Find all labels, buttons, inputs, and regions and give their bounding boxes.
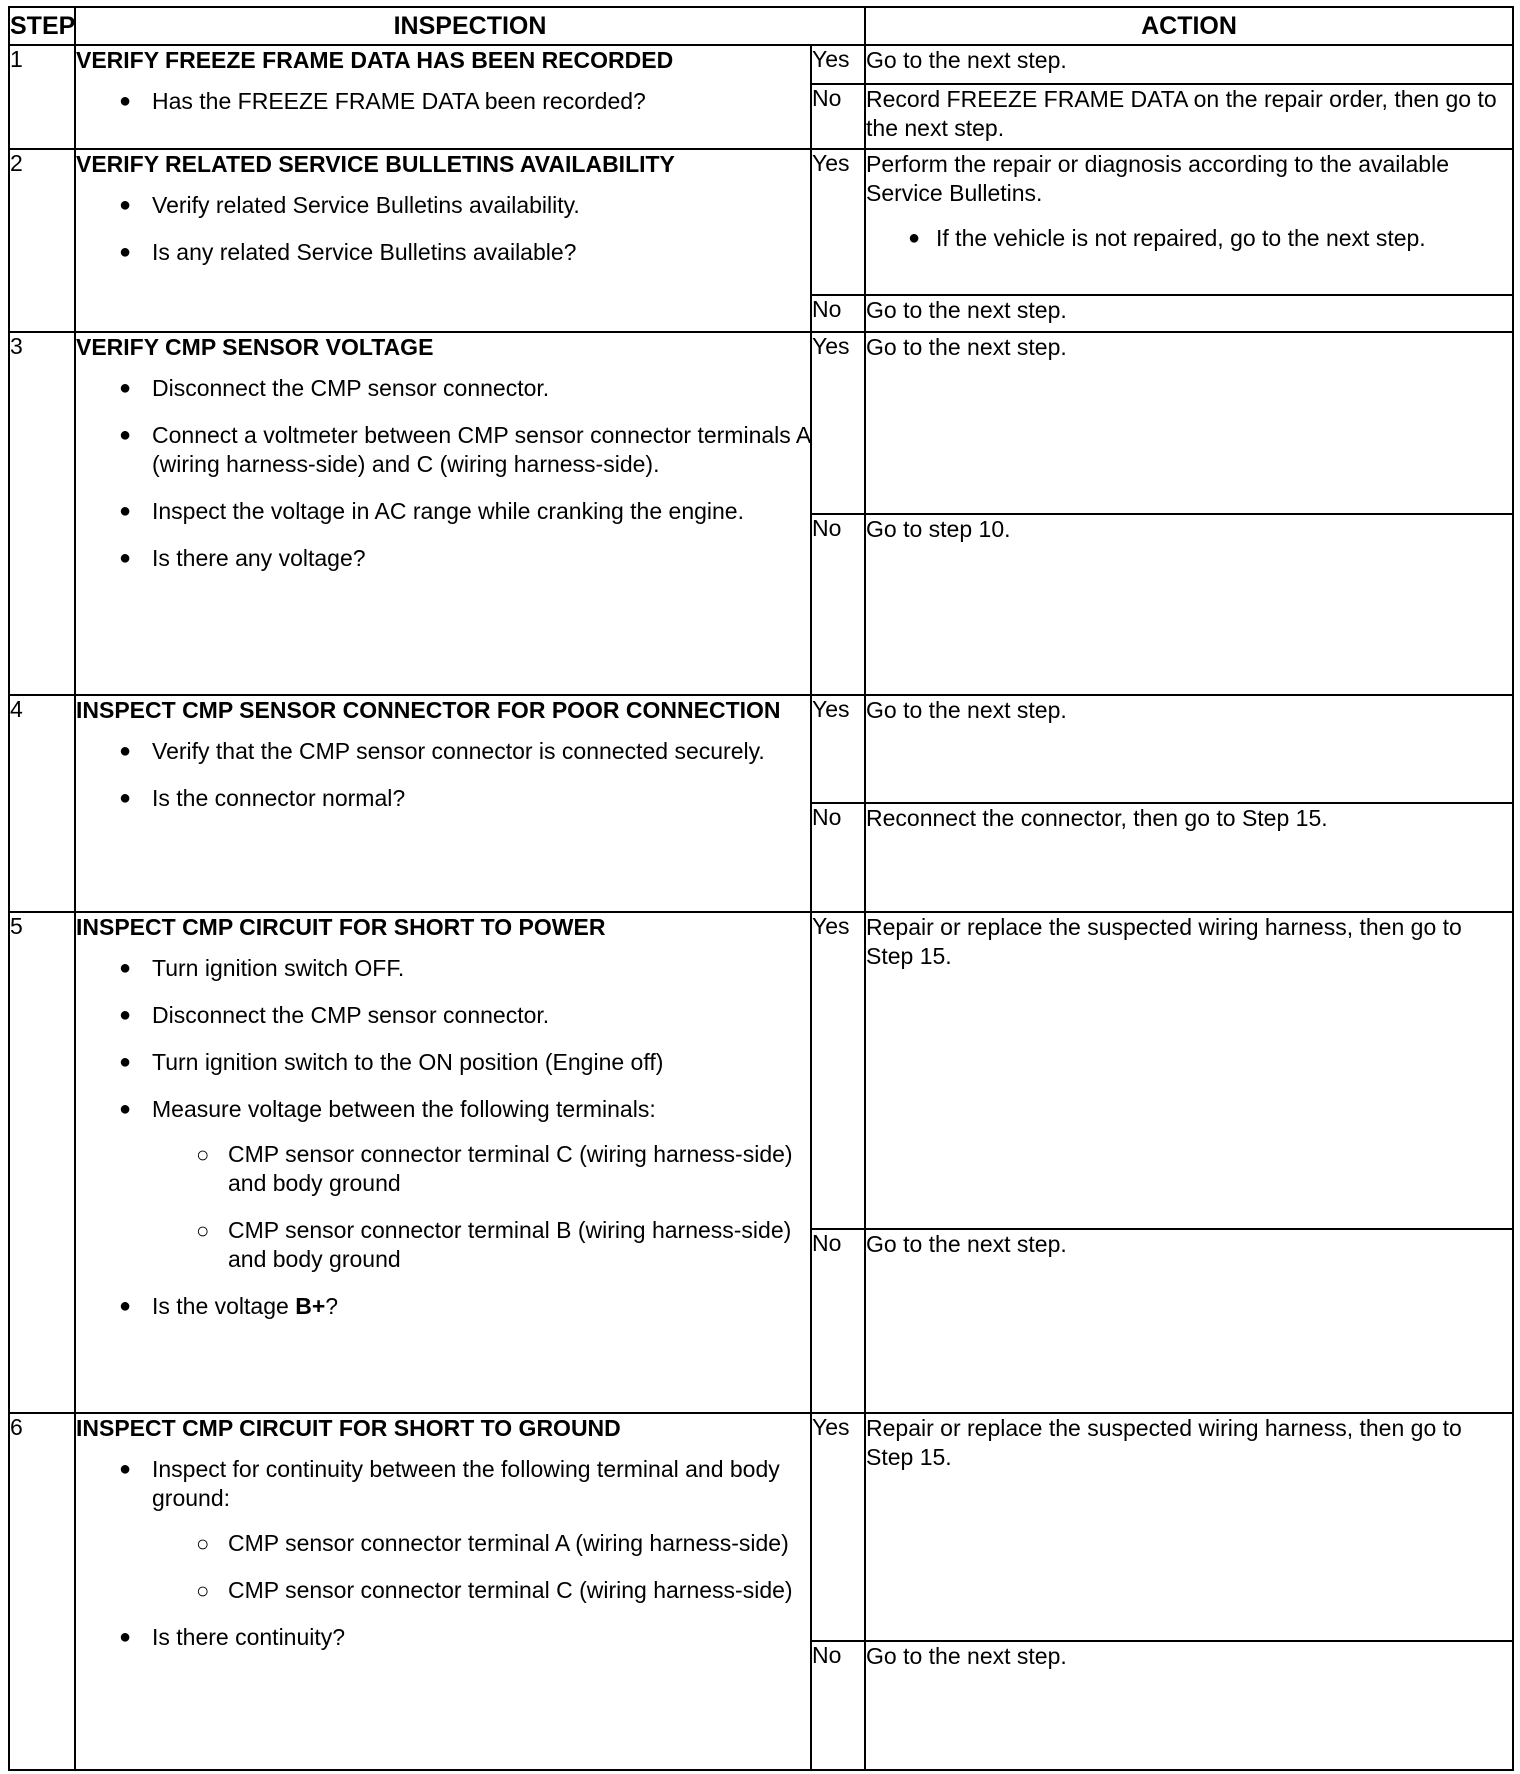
inspection-sub-bullet: ○ CMP sensor connector terminal C (wiring harness-side) and body ground bbox=[152, 1140, 810, 1198]
inspection-title: VERIFY RELATED SERVICE BULLETINS AVAILABILITY bbox=[76, 151, 675, 178]
inspection-cell bbox=[75, 149, 811, 332]
yes-label: Yes bbox=[811, 332, 865, 513]
table-row-step-2 bbox=[9, 149, 1513, 294]
yes-action: Repair or replace the suspected wiring harness, then go to Step 15. bbox=[865, 1413, 1513, 1641]
no-action: Go to step 10. bbox=[865, 514, 1513, 695]
no-action: Record FREEZE FRAME DATA on the repair order, then go to the next step. bbox=[865, 84, 1513, 149]
inspection-sub-bullet: ○ CMP sensor connector terminal A (wiring harness-side) bbox=[152, 1529, 810, 1558]
inspection-sub-bullet: ○ CMP sensor connector terminal B (wiring harness-side) and body ground bbox=[152, 1216, 810, 1274]
inspection-bullet: ● Inspect the voltage in AC range while cranking the engine. bbox=[76, 497, 810, 526]
inspection-bullet bbox=[76, 1292, 810, 1321]
inspection-bullet-text: Inspect for continuity between the following terminal and body ground: bbox=[152, 1455, 780, 1511]
inspection-bullets bbox=[76, 1455, 810, 1652]
inspection-bullet: ● Verify related Service Bulletins availability. bbox=[76, 191, 810, 220]
inspection-bullet: ● Turn ignition switch OFF. bbox=[76, 954, 810, 983]
inspection-bullet: ● Disconnect the CMP sensor connector. bbox=[76, 1001, 810, 1030]
inspection-bullets bbox=[76, 191, 810, 267]
inspection-bullet: ● Is any related Service Bulletins available? bbox=[76, 238, 810, 267]
action-bullets bbox=[866, 224, 1512, 253]
yes-action: Go to the next step. bbox=[865, 332, 1513, 513]
step-number: 1 bbox=[9, 45, 75, 149]
inspection-cell bbox=[75, 45, 811, 149]
yes-action: Go to the next step. bbox=[865, 45, 1513, 84]
no-action: Go to the next step. bbox=[865, 1229, 1513, 1413]
inspection-title: INSPECT CMP CIRCUIT FOR SHORT TO POWER bbox=[76, 913, 606, 940]
inspection-bullet bbox=[76, 1455, 810, 1605]
bullet-text-bold: B+ bbox=[295, 1292, 326, 1319]
inspection-title: VERIFY FREEZE FRAME DATA HAS BEEN RECORDED bbox=[76, 47, 674, 73]
inspection-bullet: ● Turn ignition switch to the ON position (Engine off) bbox=[76, 1048, 810, 1077]
yes-action: Repair or replace the suspected wiring harness, then go to Step 15. bbox=[865, 912, 1513, 1229]
bullet-text-pre: Is the voltage bbox=[152, 1292, 296, 1319]
inspection-cell bbox=[75, 912, 811, 1413]
inspection-bullet: ● Has the FREEZE FRAME DATA been recorded? bbox=[76, 87, 810, 116]
yes-label: Yes bbox=[811, 45, 865, 84]
table-row-step-6 bbox=[9, 1413, 1513, 1641]
no-label: No bbox=[811, 803, 865, 911]
header-action: ACTION bbox=[865, 7, 1513, 45]
inspection-title: INSPECT CMP SENSOR CONNECTOR FOR POOR CONNECTION bbox=[76, 696, 781, 723]
inspection-bullets bbox=[76, 374, 810, 573]
inspection-cell bbox=[75, 695, 811, 912]
yes-label: Yes bbox=[811, 695, 865, 803]
no-action: Go to the next step. bbox=[865, 1641, 1513, 1770]
inspection-sub-bullet: ○ CMP sensor connector terminal C (wiring harness-side) bbox=[152, 1576, 810, 1605]
table-row-step-5 bbox=[9, 912, 1513, 1229]
inspection-sub-bullets bbox=[152, 1529, 810, 1605]
inspection-bullets bbox=[76, 954, 810, 1321]
yes-action: Perform the repair or diagnosis according to the available Service Bulletins. bbox=[866, 151, 1450, 207]
yes-action: Go to the next step. bbox=[865, 695, 1513, 803]
no-label: No bbox=[811, 84, 865, 149]
table-header-row bbox=[9, 7, 1513, 45]
no-label: No bbox=[811, 295, 865, 333]
yes-label: Yes bbox=[811, 1413, 865, 1641]
inspection-bullet: ● Disconnect the CMP sensor connector. bbox=[76, 374, 810, 403]
yes-label: Yes bbox=[811, 912, 865, 1229]
no-action: Reconnect the connector, then go to Step 15. bbox=[865, 803, 1513, 911]
step-number: 2 bbox=[9, 149, 75, 332]
table-row-step-3 bbox=[9, 332, 1513, 513]
inspection-bullet-text: Measure voltage between the following terminals: bbox=[152, 1095, 656, 1122]
yes-label: Yes bbox=[811, 149, 865, 294]
step-number: 6 bbox=[9, 1413, 75, 1770]
action-bullet: ● If the vehicle is not repaired, go to the next step. bbox=[866, 224, 1512, 253]
diagnostic-procedure-table bbox=[8, 6, 1514, 1771]
inspection-bullet: ● Is the connector normal? bbox=[76, 784, 810, 813]
inspection-title: VERIFY CMP SENSOR VOLTAGE bbox=[76, 334, 434, 361]
bullet-text-post: ? bbox=[325, 1292, 339, 1319]
step-number: 5 bbox=[9, 912, 75, 1413]
inspection-bullet: ● Connect a voltmeter between CMP sensor connector terminals A (wiring harness-side) and C (wiring harness-side). bbox=[76, 421, 810, 479]
no-label: No bbox=[811, 1641, 865, 1770]
inspection-bullets bbox=[76, 737, 810, 813]
step-number: 4 bbox=[9, 695, 75, 912]
table-row-step-4 bbox=[9, 695, 1513, 803]
inspection-bullet bbox=[76, 1095, 810, 1274]
step-number: 3 bbox=[9, 332, 75, 694]
no-action: Go to the next step. bbox=[865, 295, 1513, 333]
inspection-cell bbox=[75, 332, 811, 694]
inspection-title: INSPECT CMP CIRCUIT FOR SHORT TO GROUND bbox=[76, 1414, 621, 1441]
yes-action-cell bbox=[865, 149, 1513, 294]
header-inspection: INSPECTION bbox=[75, 7, 865, 45]
header-step: STEP bbox=[9, 7, 75, 45]
inspection-bullet: ● Verify that the CMP sensor connector is connected securely. bbox=[76, 737, 810, 766]
inspection-bullet: ● Is there any voltage? bbox=[76, 544, 810, 573]
table-row-step-1 bbox=[9, 45, 1513, 84]
inspection-bullet: ● Is there continuity? bbox=[76, 1623, 810, 1652]
no-label: No bbox=[811, 1229, 865, 1413]
inspection-sub-bullets bbox=[152, 1140, 810, 1274]
inspection-bullets bbox=[76, 87, 810, 116]
no-label: No bbox=[811, 514, 865, 695]
inspection-cell bbox=[75, 1413, 811, 1770]
